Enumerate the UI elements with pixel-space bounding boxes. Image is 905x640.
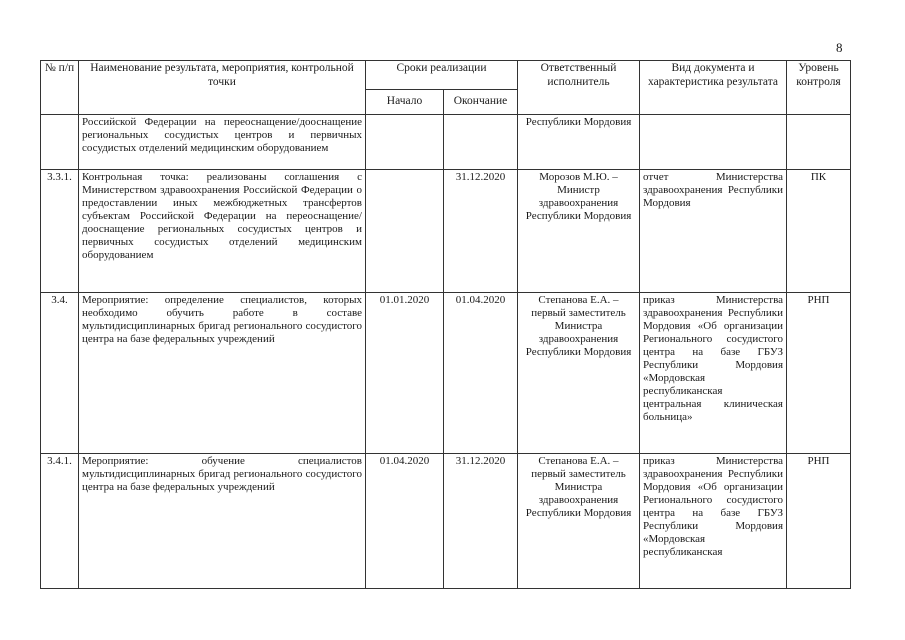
header-num: № п/п — [41, 61, 79, 115]
row-num: 3.4.1. — [41, 454, 79, 589]
row-start — [366, 170, 444, 293]
row-name: Российской Федерации на переоснащение/дооснащение региональных сосудистых центров и первичных сосудистых отделений медицинским оборудованием — [79, 115, 366, 170]
row-responsible: Степанова Е.А. – первый заместитель Министра здравоохранения Республики Мордовия — [518, 293, 640, 454]
row-start — [366, 115, 444, 170]
row-end: 31.12.2020 — [444, 454, 518, 589]
header-level: Уровень контроля — [787, 61, 851, 115]
row-level: ПК — [787, 170, 851, 293]
header-responsible: Ответственный исполнитель — [518, 61, 640, 115]
row-responsible: Морозов М.Ю. – Министр здравоохранения Республики Мордовия — [518, 170, 640, 293]
row-end: 01.04.2020 — [444, 293, 518, 454]
row-responsible: Степанова Е.А. – первый заместитель Министра здравоохранения Республики Мордовия — [518, 454, 640, 589]
header-start: Начало — [366, 90, 444, 115]
row-doc: приказ Министерства здравоохранения Республики Мордовия «Об организации Регионального сосудистого центра на базе ГБУЗ Республики Мордовия «Мордовская республиканская — [640, 454, 787, 589]
row-level: РНП — [787, 293, 851, 454]
page-number: 8 — [836, 40, 843, 55]
project-plan-table — [40, 60, 851, 589]
header-deadlines: Сроки реализации — [366, 61, 518, 90]
row-name: Мероприятие: обучение специалистов мультидисциплинарных бригад регионального сосудистого центра на базе федеральных учреждений — [79, 454, 366, 589]
row-start: 01.01.2020 — [366, 293, 444, 454]
row-doc: приказ Министерства здравоохранения Республики Мордовия «Об организации Регионального сосудистого центра на базе ГБУЗ Республики Мордовия «Мордовская республиканская центральная клиническая больница» — [640, 293, 787, 454]
row-doc — [640, 115, 787, 170]
row-end: 31.12.2020 — [444, 170, 518, 293]
row-doc: отчет Министерства здравоохранения Республики Мордовия — [640, 170, 787, 293]
row-num: 3.3.1. — [41, 170, 79, 293]
header-row-1 — [41, 61, 851, 90]
row-responsible: Республики Мордовия — [518, 115, 640, 170]
row-name: Контрольная точка: реализованы соглашения с Министерством здравоохранения Российской Федерации о предоставлении иных межбюджетных трансфертов субъектам Российской Федерации на переоснащение/дооснащение региональных сосудистых центров и первичных сосудистых отделений медицинским оборудованием — [79, 170, 366, 293]
table-row — [41, 115, 851, 170]
table-row — [41, 170, 851, 293]
row-start: 01.04.2020 — [366, 454, 444, 589]
header-end: Окончание — [444, 90, 518, 115]
table-row — [41, 454, 851, 589]
row-level — [787, 115, 851, 170]
header-doc-type: Вид документа и характеристика результата — [640, 61, 787, 115]
row-end — [444, 115, 518, 170]
header-name: Наименование результата, мероприятия, контрольной точки — [79, 61, 366, 115]
table-row — [41, 293, 851, 454]
row-num: 3.4. — [41, 293, 79, 454]
row-level: РНП — [787, 454, 851, 589]
row-num — [41, 115, 79, 170]
row-name: Мероприятие: определение специалистов, которых необходимо обучить работе в составе мультидисциплинарных бригад регионального сосудистого центра на базе федеральных учреждений — [79, 293, 366, 454]
